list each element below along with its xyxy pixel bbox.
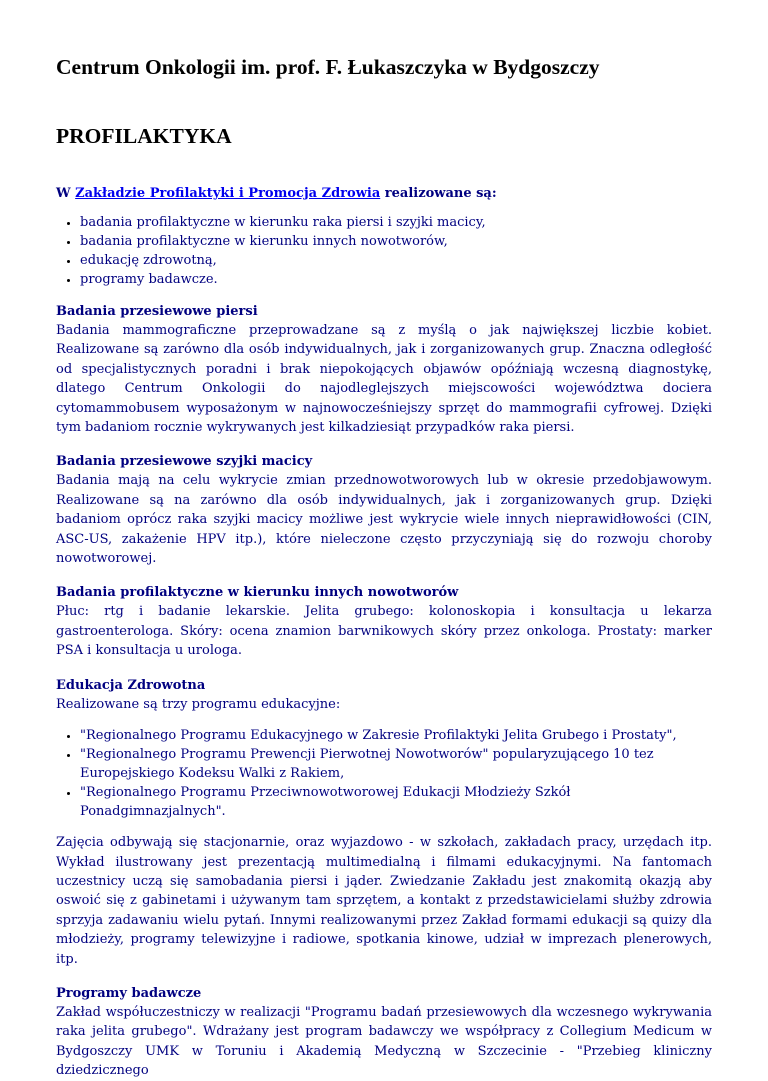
intro-prefix: W <box>56 186 76 201</box>
section-health-education <box>56 676 712 969</box>
list-item: • edukację zdrowotną, <box>80 251 712 270</box>
section-title: Edukacja Zdrowotna <box>56 677 206 693</box>
intro-list <box>56 213 712 289</box>
section-other-cancers <box>56 583 712 660</box>
education-programs-list <box>56 726 712 821</box>
section-text: Zakład współuczestniczy w realizacji "Programu badań przesiewowych dla wczesnego wykrywania raka jelita grubego". Wdrażany jest program badawczy we współpracy z Collegium Medicum w Bydgoszczy UMK w Toruniu i Akademią Medyczną w Szczecinie - "Przebieg kliniczny dziedzicznego <box>56 1004 712 1079</box>
section-research-programs <box>56 984 712 1081</box>
section-heading: PROFILAKTYKA <box>56 124 232 148</box>
section-text: Badania mammograficzne przeprowadzane są z myślą o jak największej liczbie kobiet. Realizowane są zarówno dla osób indywidualnych, jak i zorganizowanych grup. Znaczna odległość od specjalistycznych poradni i brak niepokojących objawów opóźniają wczesną diagnostykę, dlatego Centrum Onkologii do najodleglejszych miejscowości województwa dociera cytomammobusem wyposażonym w najnowocześniejszy sprzęt do mammografii cyfrowej. Dzięki tym badaniom rocznie wykrywanych jest kilkadziesiąt przypadków raka piersi. <box>56 323 712 436</box>
section-text: Płuc: rtg i badanie lekarskie. Jelita grubego: kolonoskopia i konsultacja u lekarza gastroenterologa. Skóry: ocena znamion barwnikowych skóry przez onkologa. Prostaty: marker PSA i konsultacja u urologa. <box>56 604 712 659</box>
section-text: Badania mają na celu wykrycie zmian przednowotworowych lub w okresie przedobjawowym. Realizowane są na zarówno dla osób indywidualnych, jak i zorganizowanych grup. Dzięki badaniom oprócz raka szyjki macicy możliwe jest wykrycie wiele innych nieprawidłowości (CIN, ASC-US, zakażenie HPV itp.), które nieleczone często przyczyniają się do rozwoju choroby nowotworowej. <box>56 473 712 567</box>
department-link[interactable]: Zakładzie Profilaktyki i Promocja Zdrowia <box>75 186 381 201</box>
section-cervical-screening <box>56 452 712 568</box>
section-title: Badania przesiewowe szyjki macicy <box>56 454 313 470</box>
intro-line <box>56 184 712 203</box>
list-item: • badania profilaktyczne w kierunku innych nowotworów, <box>80 232 712 251</box>
section-text: Zajęcia odbywają się stacjonarnie, oraz wyjazdowo - w szkołach, zakładach pracy, urzędach itp. Wykład ilustrowany jest prezentacją multimedialną i filmami edukacyjnymi. Na fantomach uczestnicy uczą się samobadania piersi i jąder. Zwiedzanie Zakładu jest znakomitą okazją aby oswoić się z gabinetami i używanym tam sprzętem, a kontakt z przedstawicielami służby zdrowia sprzyja zadawaniu wielu pytań. Innymi realizowanymi przez Zakład formami edukacji są quizy dla młodzieży, programy telewizyjne i radiowe, spotkania kinowe, udział w imprezach plenerowych, itp. <box>56 835 712 967</box>
list-item: • "Regionalnego Programu Edukacyjnego w Zakresie Profilaktyki Jelita Grubego i Prostaty", <box>80 726 712 745</box>
list-item: • "Regionalnego Programu Prewencji Pierwotnej Nowotworów" popularyzującego 10 tez Europejskiego Kodeksu Walki z Rakiem, <box>80 745 712 783</box>
section-title: Badania przesiewowe piersi <box>56 304 258 319</box>
section-title: Badania profilaktyczne w kierunku innych nowotworów <box>56 585 459 601</box>
list-item: • "Regionalnego Programu Przeciwnowotworowej Edukacji Młodzieży Szkół Ponadgimnazjalnych". <box>80 783 712 821</box>
section-breast-screening <box>56 302 712 437</box>
list-item: • programy badawcze. <box>80 270 712 289</box>
page-title: Centrum Onkologii im. prof. F. Łukaszczyka w Bydgoszczy <box>56 55 600 79</box>
section-title: Programy badawcze <box>56 985 202 1001</box>
intro-suffix: realizowane są: <box>380 186 497 201</box>
list-item: • badania profilaktyczne w kierunku raka piersi i szyjki macicy, <box>80 213 712 232</box>
section-intro: Realizowane są trzy programu edukacyjne: <box>56 696 341 712</box>
